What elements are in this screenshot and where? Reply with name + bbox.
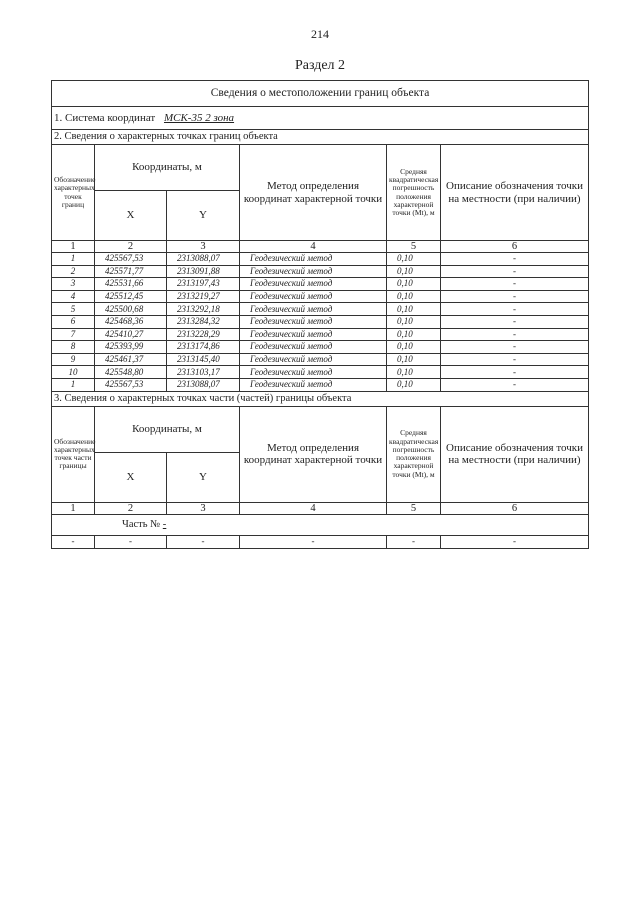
table-cell: 2313088,07: [167, 253, 240, 266]
table-cell: 1: [52, 378, 95, 391]
table-cell: 2313091,88: [167, 265, 240, 278]
table-cell: -: [441, 278, 589, 291]
table-cell: 425571,77: [95, 265, 167, 278]
coord-system-value: МСК-35 2 зона: [163, 111, 235, 124]
table-cell: 425512,45: [95, 290, 167, 303]
part3-header-y: Y: [167, 452, 240, 502]
part2-header-designation: Обозначение характерных точек границ: [52, 145, 95, 241]
part2-header-y: Y: [167, 191, 240, 241]
table-cell: -: [441, 303, 589, 316]
part3-header-description: Описание обозначения точки на местности (при наличии): [441, 406, 589, 502]
part2-header-description: Описание обозначения точки на местности (при наличии): [441, 145, 589, 241]
table-cell: -: [441, 328, 589, 341]
part3-header-designation: Обозначение характерных точек части границы: [52, 406, 95, 502]
table-cell: 425531,66: [95, 278, 167, 291]
table-cell: 2313197,43: [167, 278, 240, 291]
column-number: 3: [167, 241, 240, 253]
table-cell: Геодезический метод: [240, 328, 387, 341]
table-cell: 4: [52, 290, 95, 303]
part-number-value: -: [162, 518, 167, 530]
table-cell: 7: [52, 328, 95, 341]
table-cell: 2313284,32: [167, 315, 240, 328]
table-cell: 425567,53: [95, 378, 167, 391]
table-row: [52, 303, 589, 316]
part3-header-method: Метод определения координат характерной точки: [240, 406, 387, 502]
table-cell: 2313292,18: [167, 303, 240, 316]
table-cell: -: [441, 315, 589, 328]
table-cell: 0,10: [387, 265, 441, 278]
table-cell: 0,10: [387, 353, 441, 366]
section-title: Раздел 2: [294, 58, 346, 73]
table-cell: 0,10: [387, 303, 441, 316]
table-cell: 2313103,17: [167, 366, 240, 379]
column-number: 1: [52, 241, 95, 253]
table-cell: 10: [52, 366, 95, 379]
part3-header-rms: Средняя квадратическая погрешность положения характерной точки (Мt), м: [387, 406, 441, 502]
column-number: 1: [52, 502, 95, 514]
table-cell: -: [387, 535, 441, 548]
table-cell: 0,10: [387, 378, 441, 391]
table-cell: 9: [52, 353, 95, 366]
table-cell: -: [441, 378, 589, 391]
table-row: [52, 353, 589, 366]
table-cell: 6: [52, 315, 95, 328]
page-number: 214: [311, 27, 329, 41]
table-cell: 425410,27: [95, 328, 167, 341]
part2-header-x: X: [95, 191, 167, 241]
table-cell: -: [441, 265, 589, 278]
column-number: 5: [387, 502, 441, 514]
column-number: 4: [240, 241, 387, 253]
table-cell: Геодезический метод: [240, 315, 387, 328]
table-cell: Геодезический метод: [240, 378, 387, 391]
table-cell: 1: [52, 253, 95, 266]
main-header: Сведения о местоположении границ объекта: [52, 81, 589, 107]
table-cell: 0,10: [387, 278, 441, 291]
column-number: 2: [95, 502, 167, 514]
table-cell: 0,10: [387, 315, 441, 328]
column-number: 4: [240, 502, 387, 514]
table-cell: 5: [52, 303, 95, 316]
table-row: [52, 253, 589, 266]
table-cell: 2313219,27: [167, 290, 240, 303]
part3-column-numbers: [52, 502, 589, 514]
table-cell: Геодезический метод: [240, 278, 387, 291]
table-cell: 2313088,07: [167, 378, 240, 391]
coord-system-row: [52, 107, 589, 130]
part2-header-method: Метод определения координат характерной точки: [240, 145, 387, 241]
table-cell: 425461,37: [95, 353, 167, 366]
table-cell: Геодезический метод: [240, 341, 387, 354]
table-row: [52, 265, 589, 278]
table-cell: 8: [52, 341, 95, 354]
table-row: [52, 378, 589, 391]
table-cell: -: [441, 290, 589, 303]
table-cell: -: [95, 535, 167, 548]
table-row: [52, 315, 589, 328]
table-cell: Геодезический метод: [240, 353, 387, 366]
table-row: [52, 366, 589, 379]
table-cell: 0,10: [387, 290, 441, 303]
column-number: 2: [95, 241, 167, 253]
boundary-table: [51, 80, 589, 549]
part3-title: 3. Сведения о характерных точках части (частей) границы объекта: [52, 391, 589, 406]
part3-header-x: X: [95, 452, 167, 502]
table-cell: 0,10: [387, 341, 441, 354]
table-cell: 2313145,40: [167, 353, 240, 366]
column-number: 5: [387, 241, 441, 253]
table-cell: Геодезический метод: [240, 253, 387, 266]
table-row: [52, 328, 589, 341]
table-cell: -: [441, 253, 589, 266]
part2-title: 2. Сведения о характерных точках границ объекта: [52, 130, 589, 145]
table-cell: 425393,99: [95, 341, 167, 354]
table-cell: 2313228,29: [167, 328, 240, 341]
table-cell: -: [441, 366, 589, 379]
table-cell: 425500,68: [95, 303, 167, 316]
table-cell: Геодезический метод: [240, 366, 387, 379]
part-number-label: Часть №: [122, 518, 161, 530]
coord-system-label: 1. Система координат: [54, 111, 156, 124]
table-cell: -: [441, 353, 589, 366]
table-cell: -: [167, 535, 240, 548]
column-number: 6: [441, 502, 589, 514]
table-cell: -: [441, 535, 589, 548]
column-number: 3: [167, 502, 240, 514]
table-cell: Геодезический метод: [240, 290, 387, 303]
table-row: [52, 341, 589, 354]
table-cell: -: [441, 341, 589, 354]
table-cell: 425548,80: [95, 366, 167, 379]
part-number-row: [52, 514, 589, 535]
table-cell: -: [52, 535, 95, 548]
table-cell: Геодезический метод: [240, 265, 387, 278]
table-cell: 425567,53: [95, 253, 167, 266]
table-cell: 3: [52, 278, 95, 291]
part3-empty-row: [52, 535, 589, 548]
table-cell: Геодезический метод: [240, 303, 387, 316]
table-cell: -: [240, 535, 387, 548]
table-cell: 2313174,86: [167, 341, 240, 354]
table-cell: 0,10: [387, 328, 441, 341]
part3-header-coords: Координаты, м: [95, 406, 240, 452]
column-number: 6: [441, 241, 589, 253]
part2-header-coords: Координаты, м: [95, 145, 240, 191]
table-cell: 0,10: [387, 253, 441, 266]
part2-header-rms: Средняя квадратическая погрешность положения характерной точки (Мt), м: [387, 145, 441, 241]
part2-column-numbers: [52, 241, 589, 253]
table-cell: 0,10: [387, 366, 441, 379]
table-row: [52, 290, 589, 303]
table-cell: 425468,36: [95, 315, 167, 328]
table-row: [52, 278, 589, 291]
table-cell: 2: [52, 265, 95, 278]
